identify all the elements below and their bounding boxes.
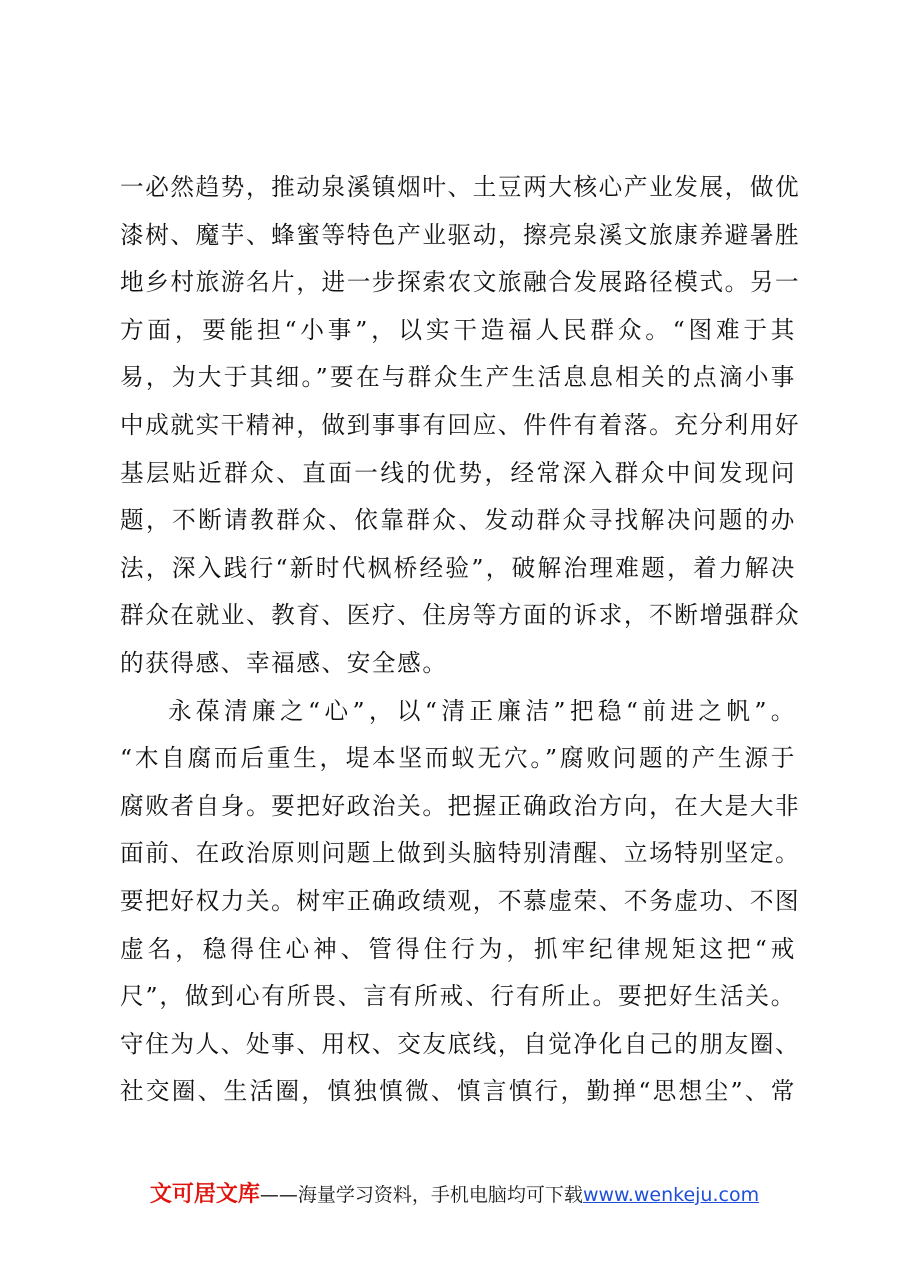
- text-line: 尺”，做到心有所畏、言有所戒、行有所止。要把好生活关。: [120, 982, 796, 1011]
- text-line: “木自腐而后重生，堤本坚而蚁无穴。”腐败问题的产生源于: [120, 744, 796, 773]
- text-line: 易，为大于其细。”要在与群众生产生活息息相关的点滴小事: [120, 363, 796, 392]
- text-line: 一必然趋势，推动泉溪镇烟叶、土豆两大核心产业发展，做优: [120, 173, 801, 201]
- text-line: 法，深入践行“新时代枫桥经验”，破解治理难题，着力解决: [120, 553, 796, 582]
- text-line: 要把好权力关。树牢正确政绩观，不慕虚荣、不务虚功、不图: [120, 886, 801, 915]
- text-line: 社交圈、生活圈，慎独慎微、慎言慎行，勤掸“思想尘”、常: [120, 1077, 796, 1106]
- text-line: 地乡村旅游名片，进一步探索农文旅融合发展路径模式。另一: [120, 268, 801, 297]
- text-line: 方面，要能担“小事”，以实干造福人民群众。“图难于其: [120, 315, 796, 344]
- footer-site-link[interactable]: www.wenkeju.com: [582, 1184, 760, 1206]
- footer-brand: 文可居文库: [149, 1182, 260, 1207]
- text-line: 中成就实干精神，做到事事有回应、件件有着落。充分利用好: [120, 410, 801, 439]
- document-body: [120, 164, 801, 1116]
- paragraph-end-line: 的获得感、幸福感、安全感。: [120, 648, 448, 677]
- footer-slogan: ——海量学习资料，手机电脑均可下载: [259, 1184, 583, 1206]
- text-line: 守住为人、处事、用权、交友底线，自觉净化自己的朋友圈、: [120, 1029, 801, 1058]
- text-line: 虚名，稳得住心神、管得住行为，抓牢纪律规矩这把“戒: [120, 934, 796, 963]
- text-line: 漆树、魔芋、蜂蜜等特色产业驱动，擦亮泉溪文旅康养避暑胜: [120, 220, 801, 249]
- text-line: 题，不断请教群众、依靠群众、发动群众寻找解决问题的办: [120, 506, 796, 535]
- text-line: 群众在就业、教育、医疗、住房等方面的诉求，不断增强群众: [120, 601, 801, 630]
- text-line: 基层贴近群众、直面一线的优势，经常深入群众中间发现问: [120, 458, 796, 487]
- footer-banner: [0, 1180, 909, 1210]
- paragraph-start-line: 永葆清廉之“心”，以“清正廉洁”把稳“前进之帆”。: [168, 696, 796, 725]
- text-line: 腐败者自身。要把好政治关。把握正确政治方向，在大是大非: [120, 791, 801, 820]
- text-line: 面前、在政治原则问题上做到头脑特别清醒、立场特别坚定。: [120, 839, 801, 868]
